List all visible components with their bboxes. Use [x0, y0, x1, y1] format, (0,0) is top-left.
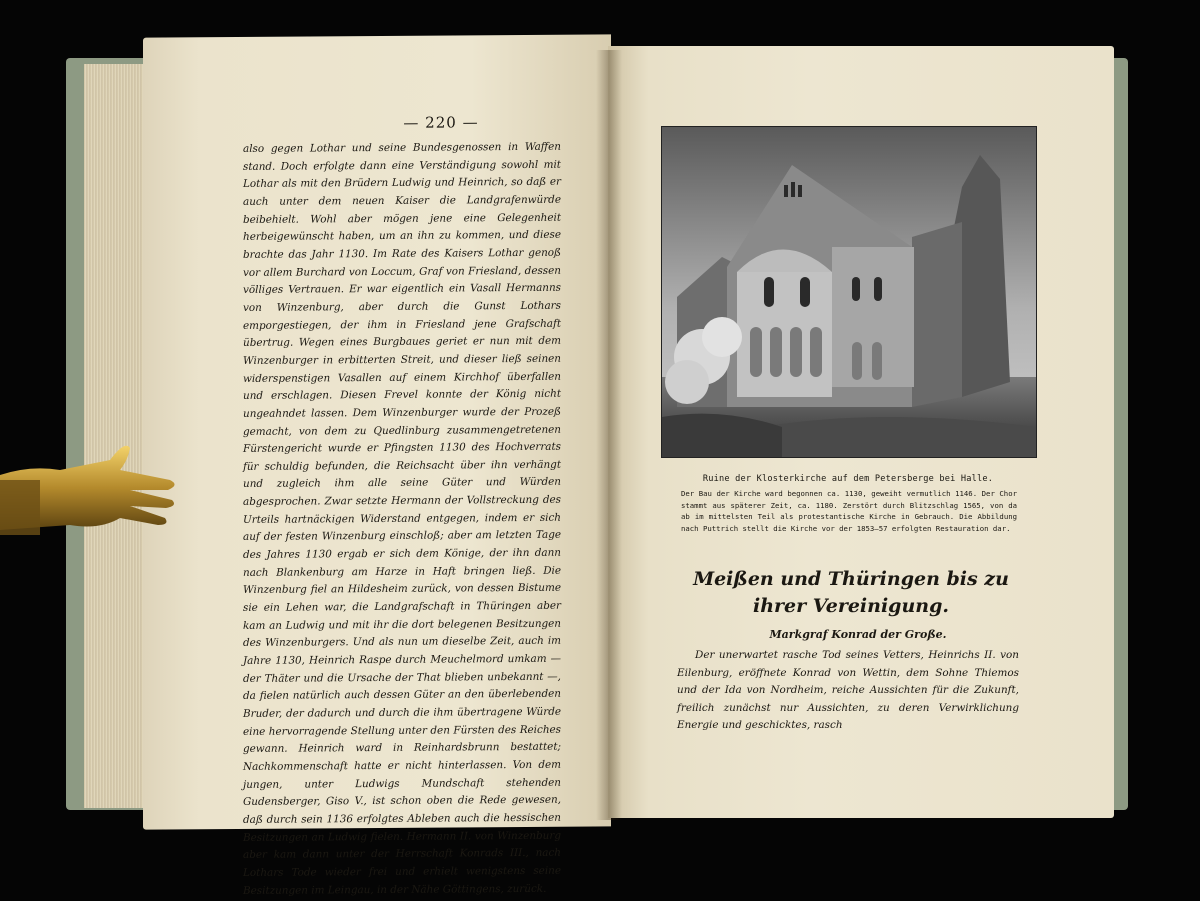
page-number: — 220 —: [403, 113, 479, 132]
figure-caption-title: Ruine der Klosterkirche auf dem Petersberge bei Halle.: [702, 474, 994, 484]
section-title: Meißen und Thüringen bis zu ihrer Vereinigung.: [693, 568, 1009, 617]
right-page: [608, 46, 1114, 818]
church-ruin-illustration: [661, 126, 1037, 458]
left-page-text: also gegen Lothar und seine Bundesgenossen in Waffen stand. Doch erfolgte dann eine Verständigung sowohl mit Lothar als mit den Brüdern Ludwig und Heinrich, so daß er auch unter dem neuen Kaiser die Landgrafenwürde beibehielt. Wohl aber mögen jene eine Gelegenheit herbeigewünscht haben, um an ihn zu kommen, und diese brachte das Jahr 1130. Im Rate des Kaisers Lothar genoß vor allem Burchard von Loccum, Graf von Friesland, dessen völliges Vertrauen. Er war eigentlich ein Vasall Hermanns von Winzenburg, aber durch die Gunst Lothars emporgestiegen, der ihm in Friesland jene Grafschaft übertrug. Wegen eines Burgbaues geriet er nun mit dem Winzenburger in erbitterten Streit, und dieser ließ seinen widerspenstigen Vasallen auf einem Kirchhof überfallen und erschlagen. Diesen Frevel konnte der König nicht ungeahndet lassen. Dem Winzenburger wurde der Prozeß gemacht, von dem zu Quedlinburg zusammengetretenen Fürstengericht wurde er Pfingsten 1130 des Hochverrats für schuldig befunden, die Reichsacht über ihn verhängt und zugleich ihm alle seine Güter und Würden abgesprochen. Zwar setzte Hermann der Vollstreckung des Urteils hartnäckigen Widerstand entgegen, indem er sich auf der festen Winzenburg einschloß; aber am letzten Tage des Jahres 1130 ergab er sich dem Könige, der ihn dann nach Blankenburg am Harze in Haft bringen ließ. Die Winzenburg fiel an Hildesheim zurück, von dessen Bistume sie ein Lehen war, die Landgrafschaft in Thüringen aber kam an Ludwig und mit ihr die dort belegenen Besitzungen des Winzenburgers. Und als nun um dieselbe Zeit, auch im Jahre 1130, Heinrich Raspe durch Meuchelmord umkam — der Thäter und die Ursache der That blieben unbekannt —, da fielen natürlich auch dessen Güter an den überlebenden Bruder, der dadurch und durch die ihm übertragene Würde eine hervorragende Stellung unter den Fürsten des Reiches gewann. Heinrich ward in Reinhardsbrunn bestattet; Nachkommenschaft hatte er nicht hinterlassen. Von dem jungen, unter Ludwigs Mundschaft stehenden Gudensberger, Giso V., ist schon oben die Rede gewesen, daß durch sein 1136 erfolgtes Ableben auch die hessischen Besitzungen an Ludwig fielen. Hermann II. von Winzenburg aber kam dann unter der Herrschaft Konrads III., nach Lothars Tode wieder frei und erhielt wenigstens seine Besitzungen im Leingau, in der Nähe Göttingens, zurück.: [243, 140, 561, 897]
book-gutter: [596, 50, 622, 820]
figure-caption-text: Der Bau der Kirche ward begonnen ca. 1130, geweiht vermutlich 1146. Der Chor stammt aus späterer Zeit, ca. 1180. Zerstört durch Blitzschlag 1565, von da ab im mittelsten Teil als protestantische Kirche in Gebrauch. Die Abbildung nach Puttrich stellt die Kirche vor der 1853—57 erfolgten Restauration dar.: [681, 489, 1017, 533]
left-page: [143, 34, 611, 897]
right-page-text: Der unerwartet rasche Tod seines Vetters, Heinrichs II. von Eilenburg, eröffnete Konrad von Wettin, dem Sohne Thiemos und der Ida von Nordheim, reiche Aussichten für die Zukunft, freilich zunächst nur Aussichten, zu deren Verwirklichung Energie und geschicktes, rasch: [677, 649, 1019, 732]
subsection-title: Markgraf Konrad der Große.: [769, 628, 947, 641]
brass-hand-bookmark: [0, 430, 190, 550]
